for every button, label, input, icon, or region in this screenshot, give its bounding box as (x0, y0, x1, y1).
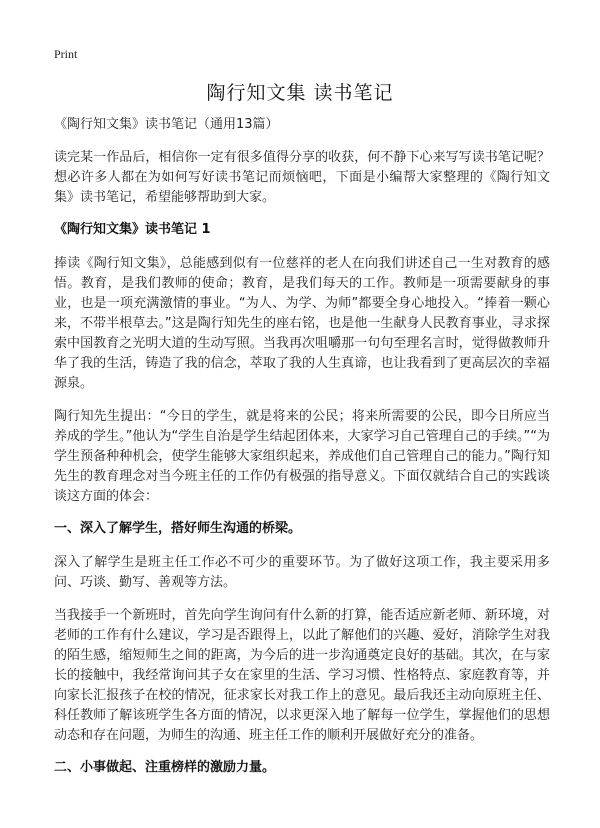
section-heading-note-1: 《陶行知文集》读书笔记 1 (54, 222, 211, 237)
paragraph: 深入了解学生是班主任工作必不可少的重要环节。为了做好这项工作，我主要采用多问、巧谈、勤写、善观等方法。 (54, 555, 550, 590)
page-title: 陶行知文集 读书笔记 (206, 82, 394, 104)
paragraph: 捧读《陶行知文集》，总能感到似有一位慈祥的老人在向我们讲述自己一生对教育的感悟。教育，是我们教师的使命；教育，是我们每天的工作。教师是一项需要献身的事业，也是一项充满激情的事业。“为人、为学、为师”都要全身心地投入。“捧着一颗心来，不带半根草去。”这是陶行知先生的座右铭，也是他一生献身人民教育事业，寻求探索中国教育之光明大道的生动写照。当我再次咀嚼那一句句至理名言时，觉得做教师升华了我的生活，铸造了我的信念，萃取了我的人生真谛，也让我看到了更高层次的幸福源泉。 (54, 256, 550, 391)
section-heading-part-2: 二、小事做起、注重榜样的激励力量。 (54, 760, 276, 775)
document-body (54, 116, 550, 792)
intro-paragraph: 读完某一作品后，相信你一定有很多值得分享的收获，何不静下心来写写读书笔记呢？想必许多人都在为如何写好读书笔记而烦恼吧，下面是小编帮大家整理的《陶行知文集》读书笔记，希望能够帮助到大家。 (54, 150, 550, 205)
print-label[interactable]: Print (54, 47, 78, 61)
paragraph: 当我接手一个新班时，首先向学生询问有什么新的打算，能否适应新老师、新环境，对老师的工作有什么建议，学习是否跟得上，以此了解他们的兴趣、爱好，消除学生对我的陌生感，缩短师生之间的距离，为今后的进一步沟通奠定良好的基础。其次，在与家长的接触中，我经常询问其子女在家里的生活、学习习惯、性格特点、家庭教育等，并向家长汇报孩子在校的情况，征求家长对我工作上的意见。最后我还主动向原班主任、科任教师了解该班学生各方面的情况，以求更深入地了解每一位学生，掌握他们的思想动态和存在问题，为师生的沟通、班主任工作的顺利开展做好充分的准备。 (54, 608, 550, 743)
document-subtitle: 《陶行知文集》读书笔记（通用13篇） (54, 117, 279, 132)
section-heading-part-1: 一、深入了解学生，搭好师生沟通的桥梁。 (54, 521, 302, 536)
paragraph: 陶行知先生提出：“今日的学生，就是将来的公民；将来所需要的公民，即今日所应当养成的学生。”他认为“学生自治是学生结起团体来，大家学习自己管理自己的手续。”“为学生预备种种机会，使学生能够大家组织起来，养成他们自己管理自己的能力。”陶行知先生的教育理念对当今班主任的工作仍有极强的指导意义。下面仅就结合自己的实践谈谈这方面的体会： (54, 409, 550, 504)
